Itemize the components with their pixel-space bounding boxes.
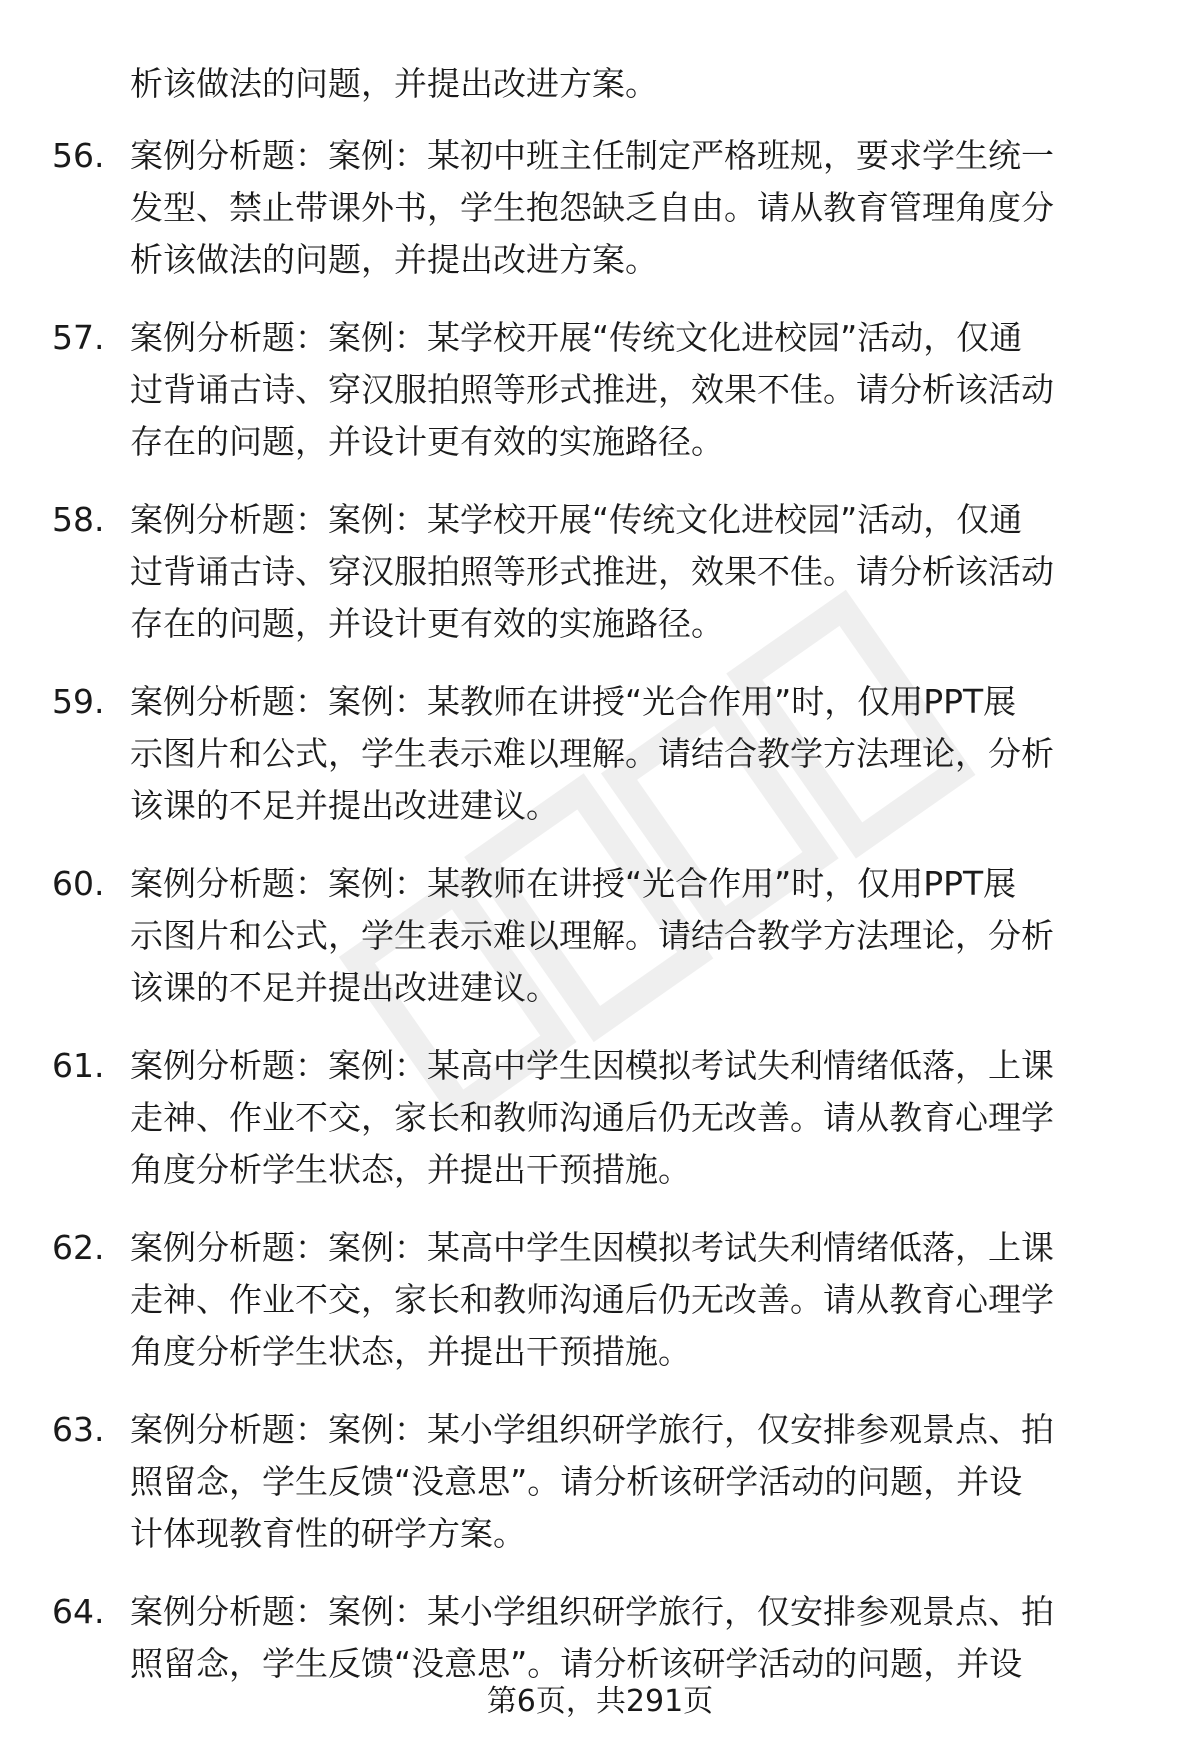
question-line: 案例分析题：案例：某教师在讲授“光合作用”时，仅用PPT展: [130, 682, 1017, 721]
question-line: 存在的问题，并设计更有效的实施路径。: [130, 604, 724, 643]
question-line: 案例分析题：案例：某学校开展“传统文化进校园”活动，仅通: [130, 318, 1023, 357]
question-line: 案例分析题：案例：某学校开展“传统文化进校园”活动，仅通: [130, 500, 1023, 539]
question-text: [130, 1404, 1140, 1560]
question-line: 过背诵古诗、穿汉服拍照等形式推进，效果不佳。请分析该活动: [130, 552, 1054, 591]
question-text: [130, 1586, 1140, 1690]
question-line: 走神、作业不交，家长和教师沟通后仍无改善。请从教育心理学: [130, 1280, 1054, 1319]
question-number: 60.: [52, 864, 105, 903]
question-line: 析该做法的问题，并提出改进方案。: [130, 240, 658, 279]
question-number: 62.: [52, 1228, 105, 1267]
question-line: 存在的问题，并设计更有效的实施路径。: [130, 422, 724, 461]
question-line: 案例分析题：案例：某小学组织研学旅行，仅安排参观景点、拍: [130, 1592, 1054, 1631]
question-line: 案例分析题：案例：某高中学生因模拟考试失利情绪低落，上课: [130, 1228, 1054, 1267]
continued-text-line: 析该做法的问题，并提出改进方案。: [130, 64, 658, 103]
question-number: 63.: [52, 1410, 105, 1449]
question-number: 57.: [52, 318, 105, 357]
question-line: 过背诵古诗、穿汉服拍照等形式推进，效果不佳。请分析该活动: [130, 370, 1054, 409]
question-line: 角度分析学生状态，并提出干预措施。: [130, 1150, 691, 1189]
question-line: 走神、作业不交，家长和教师沟通后仍无改善。请从教育心理学: [130, 1098, 1054, 1137]
question-text: [130, 1040, 1140, 1196]
question-number: 56.: [52, 136, 105, 175]
question-text: [130, 1222, 1140, 1378]
question-text: [130, 130, 1140, 286]
question-number: 64.: [52, 1592, 105, 1631]
question-line: 案例分析题：案例：某高中学生因模拟考试失利情绪低落，上课: [130, 1046, 1054, 1085]
question-text: [130, 858, 1140, 1014]
page-footer: 第6页，共291页: [486, 1684, 714, 1719]
question-number: 61.: [52, 1046, 105, 1085]
question-line: 案例分析题：案例：某初中班主任制定严格班规，要求学生统一: [130, 136, 1054, 175]
question-text: [130, 494, 1140, 650]
question-line: 计体现教育性的研学方案。: [130, 1514, 526, 1553]
question-number: 58.: [52, 500, 105, 539]
question-number: 59.: [52, 682, 105, 721]
question-text: [130, 312, 1140, 468]
question-line: 案例分析题：案例：某教师在讲授“光合作用”时，仅用PPT展: [130, 864, 1017, 903]
question-line: 示图片和公式，学生表示难以理解。请结合教学方法理论，分析: [130, 916, 1054, 955]
question-line: 示图片和公式，学生表示难以理解。请结合教学方法理论，分析: [130, 734, 1054, 773]
question-line: 案例分析题：案例：某小学组织研学旅行，仅安排参观景点、拍: [130, 1410, 1054, 1449]
question-text: [130, 676, 1140, 832]
question-line: 照留念，学生反馈“没意思”。请分析该研学活动的问题，并设: [130, 1644, 1023, 1683]
question-line: 角度分析学生状态，并提出干预措施。: [130, 1332, 691, 1371]
question-line: 该课的不足并提出改进建议。: [130, 968, 559, 1007]
question-line: 该课的不足并提出改进建议。: [130, 786, 559, 825]
question-line: 发型、禁止带课外书，学生抱怨缺乏自由。请从教育管理角度分: [130, 188, 1054, 227]
question-line: 照留念，学生反馈“没意思”。请分析该研学活动的问题，并设: [130, 1462, 1023, 1501]
